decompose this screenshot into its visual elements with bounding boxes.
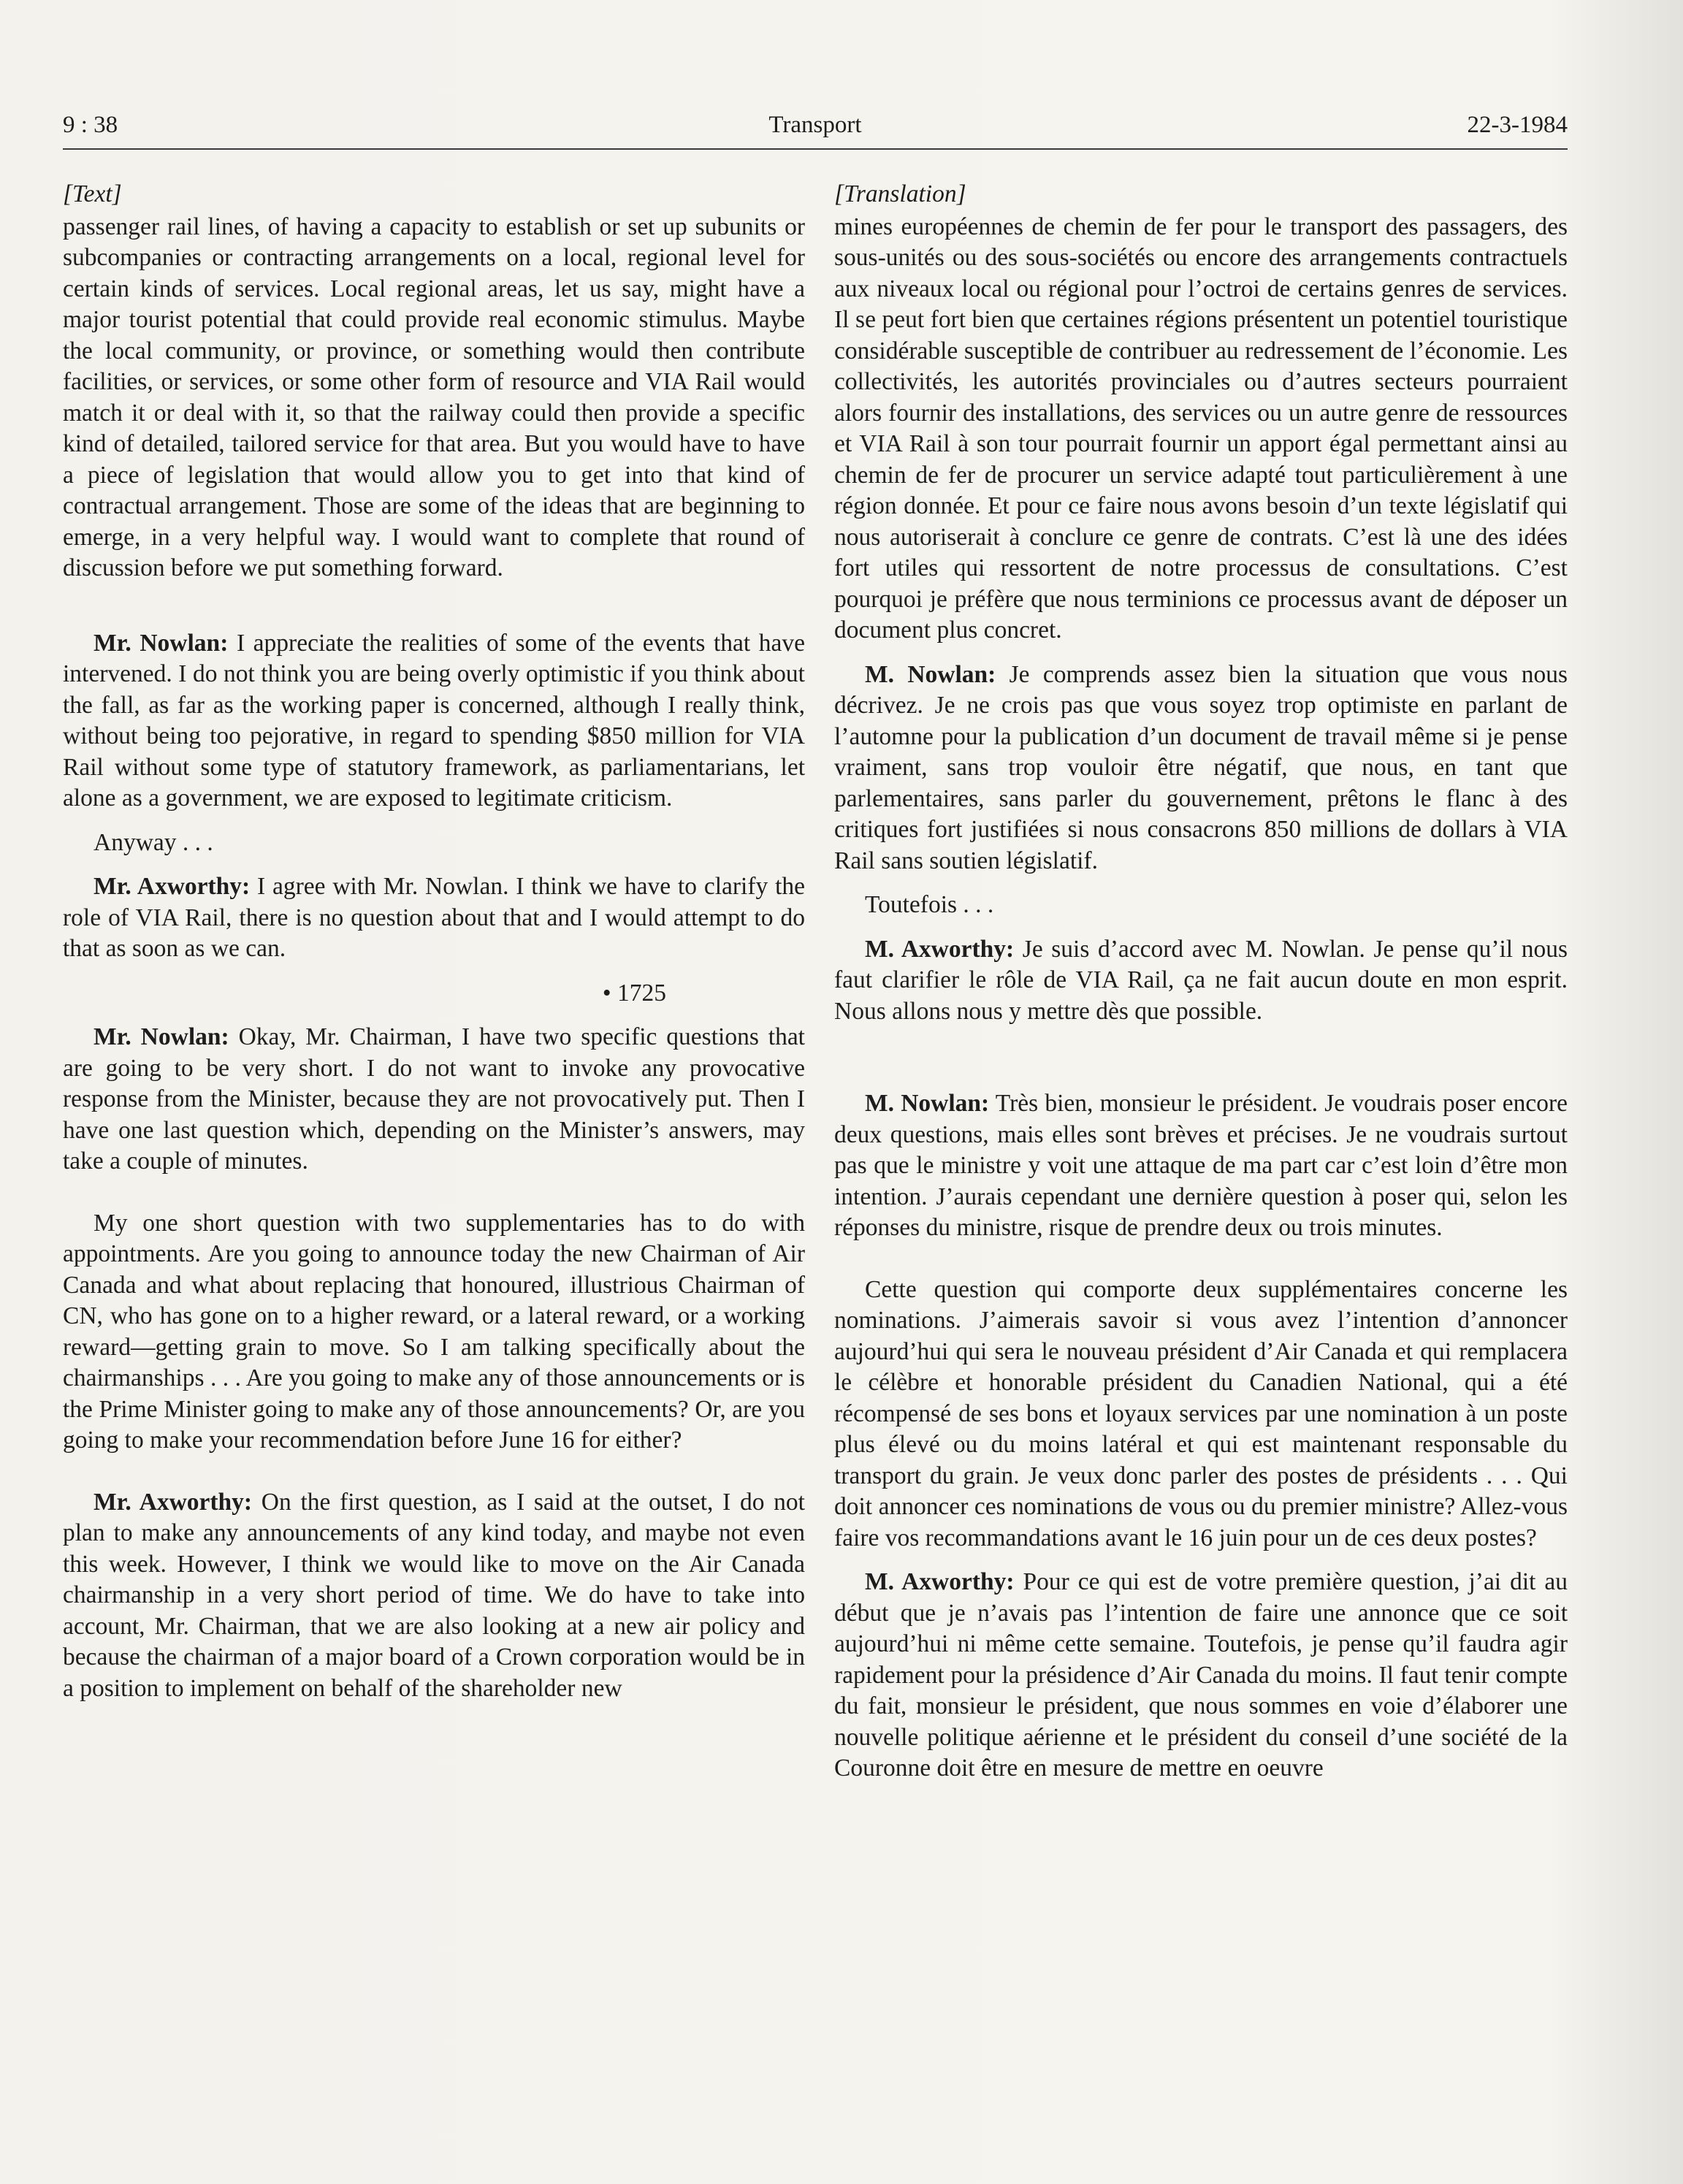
speech-text: Pour ce qui est de votre première question, j’ai dit au début que je n’avais pas l’intention de faire une annonce que ce soit aujourd’hui ni même cette semaine. Toutefois, je pense qu’il faudra agir rapidement pour la présidence d’Air Canada du moins. Il faut tenir compte du fait, monsieur le président, que nous sommes en voie d’élaborer une nouvelle politique aérienne et le président du conseil d’une société de la Couronne doit être en mesure de mettre en oeuvre <box>834 1568 1568 1782</box>
speech-text: On the first question, as I said at the outset, I do not plan to make any announcements of any kind today, and maybe not even this week. However, I think we would like to move on the Air Canada chairmanship in a very short period of time. We do have to take into account, Mr. Chairman, that we are also looking at a new air policy and because the chairman of a major board of a Crown corporation would be in a position to implement on behalf of the shareholder new <box>63 1488 805 1702</box>
paragraph: My one short question with two supplementaries has to do with appointments. Are you going to announce today the new Chairman of Air Canada and what about replacing that honoured, illustrious Chairman of CN, who has gone on to a higher reward, or a lateral reward, or a working reward—getting grain to move. So I am talking specifically about the chairmanships . . . Are you going to make any of those announcements or is the Prime Minister going to make any of those announcements? Or, are you going to make your recommendation before June 16 for either? <box>63 1209 805 1454</box>
speech-text: Je suis d’accord avec M. Nowlan. Je pense qu’il nous faut clarifier le rôle de VIA Rail, ça ne fait aucun doute en mon esprit. Nous allons nous y mettre dès que possible. <box>834 935 1568 1025</box>
speech-text: I agree with Mr. Nowlan. I think we have to clarify the role of VIA Rail, there is no question about that and I would attempt to do that as soon as we can. <box>63 873 805 962</box>
translation-label: [Translation] <box>834 180 966 207</box>
english-column <box>63 179 805 1704</box>
speaker-name: Mr. Axworthy: <box>94 873 251 900</box>
header-date: 22-3-1984 <box>1467 112 1568 138</box>
publication-title: Transport <box>768 112 862 138</box>
speaker-name: Mr. Axworthy: <box>94 1488 253 1516</box>
paragraph: Toutefois . . . <box>865 891 994 918</box>
speech-text: Je comprends assez bien la situation que vous nous décrivez. Je ne crois pas que vous soyez trop optimiste en parlant de l’automne pour la publication d’un document de travail même si je pense vraiment, sans trop vouloir être négatif, que nous, en tant que parlementaires, sans parler du gouvernement, prêtons le flanc à des critiques fort justifiées si nous consacrons 850 millions de dollars à VIA Rail sans soutien législatif. <box>834 660 1568 874</box>
page-number: 9 : 38 <box>63 112 118 138</box>
running-header <box>63 108 1568 142</box>
text-label: [Text] <box>63 180 122 207</box>
french-column <box>834 179 1568 1784</box>
speaker-name: M. Axworthy: <box>865 935 1015 963</box>
speaker-name: M. Nowlan: <box>865 660 996 688</box>
paragraph <box>63 1487 805 1705</box>
paragraph <box>63 1022 805 1177</box>
paragraph <box>63 628 805 814</box>
paragraph <box>834 1088 1568 1244</box>
speaker-name: M. Axworthy: <box>865 1568 1015 1595</box>
speaker-name: Mr. Nowlan: <box>94 1023 229 1050</box>
paragraph <box>834 934 1568 1028</box>
paragraph <box>834 660 1568 877</box>
paragraph: mines européennes de chemin de fer pour le transport des passagers, des sous-unités ou des sous-sociétés ou encore des arrangements contractuels aux niveaux local ou régional pour l’octroi de certains genres de services. Il se peut fort bien que certaines régions présentent un potentiel touristique considérable susceptible de contribuer au redressement de l’économie. Les collectivités, les autorités provinciales ou d’autres secteurs pourraient alors fournir des installations, des services ou un autre genre de ressources et VIA Rail à son tour pourrait fournir un apport égal permettant ainsi au chemin de fer de procurer un service adapté tout particulièrement à une région donnée. Et pour ce faire nous avons besoin d’un texte législatif qui nous autoriserait à conclure ce genre de contrats. C’est là une des idées fort utiles qui ressortent de notre processus de consultations. C’est pourquoi je préfère que nous terminions ce processus avant de déposer un document plus concret. <box>834 213 1568 644</box>
paragraph <box>834 1567 1568 1784</box>
paragraph <box>63 871 805 965</box>
speaker-name: Mr. Nowlan: <box>94 629 229 657</box>
speech-text: Okay, Mr. Chairman, I have two specific questions that are going to be very short. I do not want to invoke any provocative response from the Minister, because they are not provocatively put. Then I have one last question which, depending on the Minister’s answers, may take a couple of minutes. <box>63 1023 805 1175</box>
header-rule <box>63 148 1568 150</box>
speaker-name: M. Nowlan: <box>865 1090 990 1117</box>
paragraph: Cette question qui comporte deux supplémentaires concerne les nominations. J’aimerais savoir si vous avez l’intention d’annoncer aujourd’hui qui sera le nouveau président d’Air Canada et qui remplacera le célèbre et honorable président du Canadien National, qui a été récompensé de ses bons et loyaux services par une nomination à un poste plus élevé ou du moins latéral et qui est maintenant responsable du transport du grain. Je veux donc parler des postes de présidents . . . Qui doit annoncer ces nominations de vous ou du premier ministre? Allez-vous faire vos recommandations avant le 16 juin pour un de ces deux postes? <box>834 1275 1568 1551</box>
speech-text: I appreciate the realities of some of the events that have intervened. I do not think you are being overly optimistic if you think about the fall, as far as the working paper is concerned, although I really think, without being too pejorative, in regard to spending $850 million for VIA Rail without some type of statutory framework, as parliamentarians, let alone as a government, we are exposed to legitimate criticism. <box>63 629 805 812</box>
timestamp: • 1725 <box>602 979 666 1007</box>
speech-text: Très bien, monsieur le président. Je voudrais poser encore deux questions, mais elles sont brèves et précises. Je ne voudrais surtout pas que le ministre y voit une attaque de ma part car c’est loin d’être mon intention. J’aurais cependant une dernière question à poser qui, selon les réponses du ministre, risque de prendre deux ou trois minutes. <box>834 1090 1568 1241</box>
paragraph: passenger rail lines, of having a capacity to establish or set up subunits or subcompanies or contracting arrangements on a local, regional level for certain kinds of services. Local regional areas, let us say, might have a major tourist potential that could provide real economic stimulus. Maybe the local community, or province, or something would then contribute facilities, or services, or some other form of resource and VIA Rail would match it or deal with it, so that the railway could then provide a specific kind of detailed, tailored service for that area. But you would have to have a piece of legislation that would allow you to get into that kind of contractual arrangement. Those are some of the ideas that are beginning to emerge, in a very helpful way. I would want to complete that round of discussion before we put something forward. <box>63 213 805 581</box>
paragraph: Anyway . . . <box>94 828 213 856</box>
